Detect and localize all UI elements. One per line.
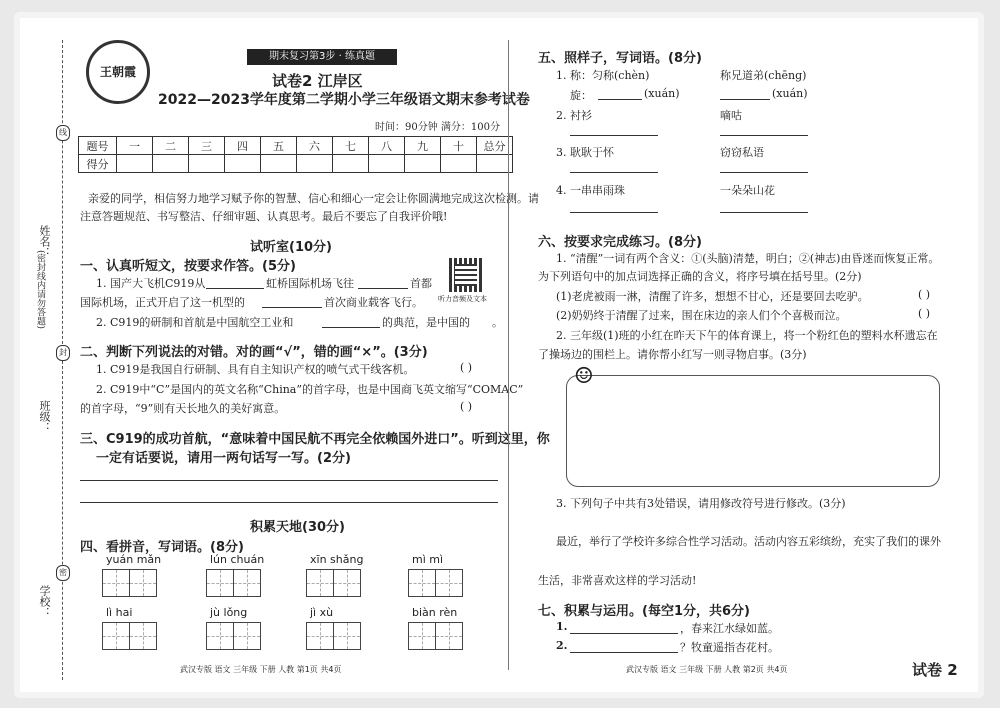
answer-blank[interactable] bbox=[262, 307, 322, 308]
answer-blank[interactable] bbox=[598, 99, 642, 100]
paper-number: 试卷 2 bbox=[912, 661, 958, 679]
pinyin-label: lún chuán bbox=[210, 553, 265, 566]
score-header-cell: 十 bbox=[441, 137, 477, 155]
seal-mark: 线 bbox=[56, 125, 70, 141]
qr-caption: 听力音频及文本 bbox=[438, 295, 487, 303]
q7-title: 七、积累与运用。(每空1分，共6分) bbox=[538, 604, 750, 619]
answer-blank[interactable] bbox=[570, 172, 658, 173]
q5-text: 旋： bbox=[570, 89, 592, 102]
answer-blank[interactable] bbox=[206, 288, 264, 289]
q2-text: 1. C919是我国自行研制、具有自主知识产权的喷气式干线客机。 bbox=[96, 363, 415, 376]
grid-cell[interactable] bbox=[102, 569, 130, 597]
q5-text: 窃窃私语 bbox=[720, 146, 764, 159]
score-cell[interactable] bbox=[153, 155, 189, 173]
q1-text: 2. C919的研制和首航是中国航空工业和 bbox=[96, 316, 294, 329]
character-grid[interactable] bbox=[206, 622, 260, 650]
answer-blank[interactable] bbox=[720, 212, 808, 213]
score-header-cell: 一 bbox=[117, 137, 153, 155]
character-grid[interactable] bbox=[306, 569, 360, 597]
grid-cell[interactable] bbox=[233, 569, 261, 597]
q6-text: (1)老虎被雨一淋，清醒了许多，想想不甘心，还是要回去吃驴。 bbox=[556, 290, 869, 303]
q5-text: 2. 衬衫 bbox=[556, 109, 592, 122]
score-header-cell: 题号 bbox=[79, 137, 117, 155]
q6-text: (2)奶奶终于清醒了过来，围在床边的亲人们个个喜极而泣。 bbox=[556, 309, 847, 322]
grid-cell[interactable] bbox=[129, 569, 157, 597]
character-grid[interactable] bbox=[306, 622, 360, 650]
score-cell[interactable] bbox=[441, 155, 477, 173]
school-label: 学校： bbox=[38, 585, 51, 618]
seal-mark: 封 bbox=[56, 345, 70, 361]
q1-text: 。 bbox=[492, 316, 503, 329]
grid-cell[interactable] bbox=[206, 569, 234, 597]
score-header-cell: 六 bbox=[297, 137, 333, 155]
q1-text: 首都 bbox=[410, 277, 432, 290]
q7-text: ，春来江水绿如蓝。 bbox=[680, 622, 779, 635]
score-header-cell: 二 bbox=[153, 137, 189, 155]
score-header-cell: 五 bbox=[261, 137, 297, 155]
grid-cell[interactable] bbox=[129, 622, 157, 650]
score-header-cell: 八 bbox=[369, 137, 405, 155]
score-cell[interactable] bbox=[225, 155, 261, 173]
score-cell[interactable] bbox=[369, 155, 405, 173]
q6-text: 1. “清醒”一词有两个含义：①(头脑)清楚，明白；②(神志)由昏迷而恢复正常。 bbox=[556, 252, 940, 265]
brand-logo: 王朝霞 bbox=[86, 40, 150, 104]
score-cell[interactable] bbox=[189, 155, 225, 173]
character-grid[interactable] bbox=[102, 569, 156, 597]
q5-text: 3. 耿耿于怀 bbox=[556, 146, 614, 159]
q6-text: 2. 三年级(1)班的小红在昨天下午的体育课上，将一个粉红色的塑料水杯遗忘在 bbox=[556, 329, 938, 342]
grid-cell[interactable] bbox=[306, 622, 334, 650]
q6-text: 生活，非常喜欢这样的学习活动! bbox=[538, 574, 697, 587]
score-header-cell: 总分 bbox=[477, 137, 513, 155]
q1-text: 虹桥国际机场飞往 bbox=[266, 277, 354, 290]
q7-text: ？牧童遥指杏花村。 bbox=[680, 641, 779, 654]
q1-title: 一、认真听短文，按要求作答。(5分) bbox=[80, 259, 296, 274]
q7-text: 2. bbox=[556, 639, 568, 652]
section-listen: 试听室(10分) bbox=[250, 240, 332, 255]
notice-writing-box[interactable] bbox=[566, 375, 940, 487]
q7-text: 1. bbox=[556, 620, 568, 633]
pinyin-label: lì hai bbox=[106, 606, 133, 619]
answer-blank[interactable] bbox=[720, 135, 808, 136]
q5-text: 4. 一串串雨珠 bbox=[556, 184, 625, 197]
q5-text: 一朵朵山花 bbox=[720, 184, 775, 197]
character-grid[interactable] bbox=[408, 622, 462, 650]
q5-title: 五、照样子，写词语。(8分) bbox=[538, 51, 702, 66]
paper-title: 试卷2 江岸区 bbox=[272, 72, 363, 90]
q4-title: 四、看拼音，写词语。(8分) bbox=[80, 540, 244, 555]
footer-right: 武汉专版 语文 三年级 下册 人教 第2页 共4页 bbox=[626, 665, 788, 674]
answer-blank[interactable] bbox=[570, 652, 678, 653]
score-cell[interactable] bbox=[405, 155, 441, 173]
answer-paren[interactable]: ( ) bbox=[460, 400, 473, 413]
q5-text: 称兄道弟(chēng) bbox=[720, 69, 807, 82]
q1-text: 的典范，是中国的 bbox=[382, 316, 470, 329]
answer-blank[interactable] bbox=[720, 172, 808, 173]
pinyin-label: yuán mǎn bbox=[106, 553, 162, 566]
score-cell[interactable] bbox=[117, 155, 153, 173]
q6-text: 3. 下列句子中共有3处错误，请用修改符号进行修改。(3分) bbox=[556, 497, 846, 510]
pinyin-label: mì mì bbox=[412, 553, 444, 566]
writing-line[interactable] bbox=[80, 502, 498, 503]
character-grid[interactable] bbox=[206, 569, 260, 597]
header-tab: 期末复习第3步 · 练真题 bbox=[247, 49, 397, 65]
grid-cell[interactable] bbox=[435, 569, 463, 597]
grid-cell[interactable] bbox=[333, 622, 361, 650]
answer-blank[interactable] bbox=[570, 135, 658, 136]
q6-text: 了操场边的围栏上。请你帮小红写一则寻物启事。(3分) bbox=[538, 348, 807, 361]
footer-left: 武汉专版 语文 三年级 下册 人教 第1页 共4页 bbox=[180, 665, 342, 674]
q1-text: 首次商业载客飞行。 bbox=[324, 296, 423, 309]
q5-text: (xuán) bbox=[644, 87, 680, 100]
answer-blank[interactable] bbox=[358, 288, 408, 289]
q1-text: 国际机场，正式开启了这一机型的 bbox=[80, 296, 245, 309]
intro-line: 注意答题规范、书写整洁、仔细审题、认真思考。最后不要忘了自我评价哦! bbox=[80, 210, 448, 223]
seal-mark: 密 bbox=[56, 565, 70, 581]
score-header-cell: 九 bbox=[405, 137, 441, 155]
grid-cell[interactable] bbox=[206, 622, 234, 650]
pinyin-label: xīn shǎng bbox=[310, 553, 364, 566]
q5-text: 1. 称：匀称(chèn) bbox=[556, 69, 650, 82]
seal-note: (密封线内请勿答题) bbox=[35, 250, 45, 330]
mascot-icon: ☺ bbox=[574, 364, 594, 389]
q3-title: 一定有话要说，请用一两句话写一写。(2分) bbox=[96, 451, 351, 466]
pinyin-label: biàn rèn bbox=[412, 606, 458, 619]
writing-line[interactable] bbox=[80, 480, 498, 481]
answer-blank[interactable] bbox=[720, 99, 770, 100]
paper-subtitle: 2022—2023学年度第二学期小学三年级语文期末参考试卷 bbox=[158, 92, 530, 108]
q2-text: 2. C919中“C”是国内的英文名称“China”的首字母，也是中国商飞英文缩写“COMAC” bbox=[96, 383, 524, 396]
score-header-cell: 三 bbox=[189, 137, 225, 155]
score-cell[interactable] bbox=[261, 155, 297, 173]
q3-title: 三、C919的成功首航，“意味着中国民航不再完全依赖国外进口”。听到这里，你 bbox=[80, 432, 550, 447]
grid-cell[interactable] bbox=[435, 622, 463, 650]
grid-cell[interactable] bbox=[306, 569, 334, 597]
grid-cell[interactable] bbox=[102, 622, 130, 650]
q1-text: 1. 国产大飞机C919从 bbox=[96, 277, 206, 290]
character-grid[interactable] bbox=[408, 569, 462, 597]
qr-code[interactable] bbox=[449, 258, 483, 292]
q2-title: 二、判断下列说法的对错。对的画“√”，错的画“×”。(3分) bbox=[80, 345, 428, 360]
answer-paren[interactable]: ( ) bbox=[918, 288, 931, 301]
q5-text: (xuán) bbox=[772, 87, 808, 100]
q5-text: 嘀咕 bbox=[720, 109, 742, 122]
grid-cell[interactable] bbox=[333, 569, 361, 597]
column-divider bbox=[508, 40, 509, 670]
answer-paren[interactable]: ( ) bbox=[460, 361, 473, 374]
pinyin-label: jì xù bbox=[310, 606, 334, 619]
score-header-cell: 七 bbox=[333, 137, 369, 155]
grid-cell[interactable] bbox=[408, 622, 436, 650]
grid-cell[interactable] bbox=[233, 622, 261, 650]
score-header-cell: 四 bbox=[225, 137, 261, 155]
answer-blank[interactable] bbox=[570, 212, 658, 213]
grid-cell[interactable] bbox=[408, 569, 436, 597]
score-cell[interactable] bbox=[333, 155, 369, 173]
q2-text: 的首字母，“9”则有天长地久的美好寓意。 bbox=[80, 402, 286, 415]
pinyin-label: jù lǒng bbox=[210, 606, 248, 619]
q6-text: 最近，举行了学校许多综合性学习活动。活动内容五彩缤纷，充实了我们的课外 bbox=[556, 535, 941, 548]
answer-paren[interactable]: ( ) bbox=[918, 307, 931, 320]
q6-title: 六、按要求完成练习。(8分) bbox=[538, 235, 702, 250]
score-cell[interactable]: 得分 bbox=[79, 155, 117, 173]
character-grid[interactable] bbox=[102, 622, 156, 650]
answer-blank[interactable] bbox=[322, 327, 380, 328]
time-info: 时间：90分钟 满分：100分 bbox=[375, 122, 500, 133]
section-accum: 积累天地(30分) bbox=[250, 520, 345, 535]
score-table bbox=[78, 136, 513, 173]
score-cell[interactable] bbox=[297, 155, 333, 173]
q6-text: 为下列语句中的加点词选择正确的含义，将序号填在括号里。(2分) bbox=[538, 270, 862, 283]
class-label: 班级： bbox=[38, 400, 51, 433]
name-label: 姓名： bbox=[38, 225, 51, 258]
answer-blank[interactable] bbox=[570, 633, 678, 634]
intro-line: 亲爱的同学，相信努力地学习赋予你的智慧、信心和细心一定会让你圆满地完成这次检测。请 bbox=[88, 192, 539, 205]
